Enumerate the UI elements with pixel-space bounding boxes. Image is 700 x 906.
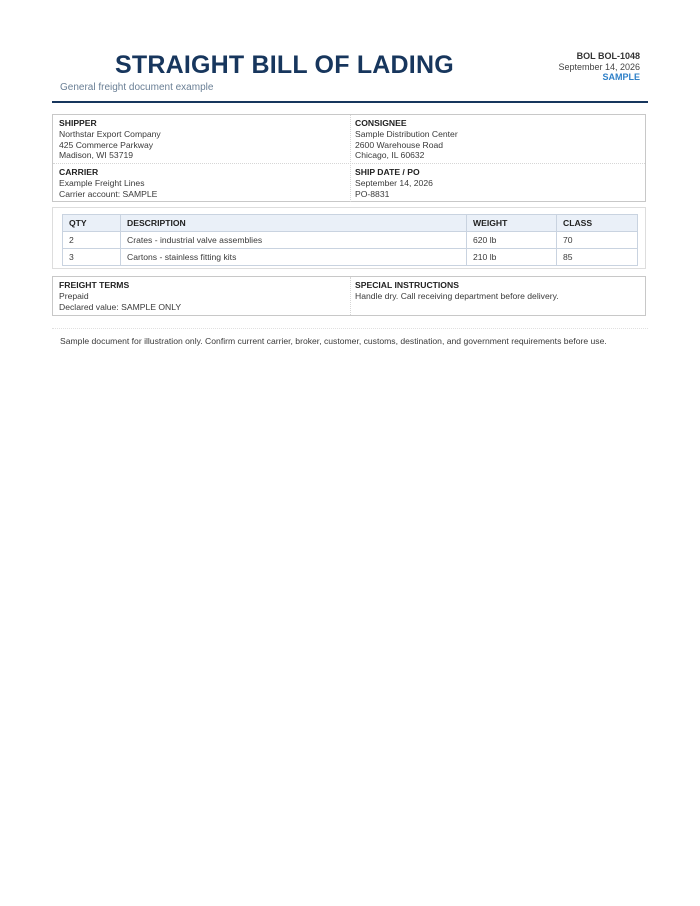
ship-date-line: September 14, 2026 [355, 177, 433, 188]
weight-cell: 210 lb [467, 249, 557, 266]
ship-date-block [355, 167, 433, 199]
carrier-line: Example Freight Lines [59, 177, 145, 188]
freight-terms-block [59, 280, 181, 312]
freight-terms-label: FREIGHT TERMS [59, 280, 130, 290]
freight-terms-line: Declared value: SAMPLE ONLY [59, 301, 182, 312]
carrier-label: CARRIER [59, 167, 99, 177]
carrier-line: Carrier account: SAMPLE [59, 188, 158, 199]
consignee-line: 2600 Warehouse Road [355, 139, 444, 150]
column-header-weight: WEIGHT [467, 215, 557, 232]
document-date: September 14, 2026 [558, 61, 640, 72]
consignee-line: Sample Distribution Center [355, 128, 458, 139]
footer-divider [52, 328, 648, 329]
ship-date-label: SHIP DATE / PO [355, 167, 420, 177]
terms-column-divider [350, 277, 351, 315]
items-table [62, 214, 638, 266]
special-instructions-label: SPECIAL INSTRUCTIONS [355, 280, 459, 290]
document-subtitle: General freight document example [60, 82, 214, 93]
qty-cell: 3 [63, 249, 121, 266]
carrier-block [59, 167, 157, 199]
description-cell: Cartons - stainless fitting kits [121, 249, 467, 266]
parties-column-divider [350, 115, 351, 202]
document-header [52, 44, 648, 102]
bol-number: BOL BOL-1048 [576, 51, 640, 61]
table-header-row [63, 215, 638, 232]
description-cell: Crates - industrial valve assemblies [121, 232, 467, 249]
shipper-line: Northstar Export Company [59, 128, 161, 139]
footer-note: Sample document for illustration only. Confirm current carrier, broker, customer, customs, destination, and government requirements before use. [60, 336, 607, 346]
class-cell: 85 [557, 249, 638, 266]
parties-row-divider [53, 163, 645, 164]
consignee-line: Chicago, IL 60632 [355, 150, 425, 161]
shipper-line: 425 Commerce Parkway [59, 139, 154, 150]
shipper-label: SHIPPER [59, 118, 97, 128]
ship-date-line: PO-8831 [355, 188, 390, 199]
consignee-block [355, 118, 458, 161]
consignee-label: CONSIGNEE [355, 118, 407, 128]
special-instructions-block [355, 280, 559, 302]
table-row [63, 249, 638, 266]
parties-section [52, 114, 646, 202]
table-row [63, 232, 638, 249]
shipper-line: Madison, WI 53719 [59, 150, 134, 161]
column-header-qty: QTY [63, 215, 121, 232]
freight-terms-line: Prepaid [59, 290, 89, 301]
column-header-description: DESCRIPTION [121, 215, 467, 232]
qty-cell: 2 [63, 232, 121, 249]
sample-badge: SAMPLE [602, 72, 640, 82]
weight-cell: 620 lb [467, 232, 557, 249]
terms-section [52, 276, 646, 316]
shipper-block [59, 118, 161, 161]
column-header-class: CLASS [557, 215, 638, 232]
items-section [52, 207, 646, 269]
special-instructions-line: Handle dry. Call receiving department before delivery. [355, 290, 559, 301]
document-meta [558, 51, 640, 83]
class-cell: 70 [557, 232, 638, 249]
document-title: STRAIGHT BILL OF LADING [115, 51, 454, 79]
header-divider [52, 101, 648, 103]
